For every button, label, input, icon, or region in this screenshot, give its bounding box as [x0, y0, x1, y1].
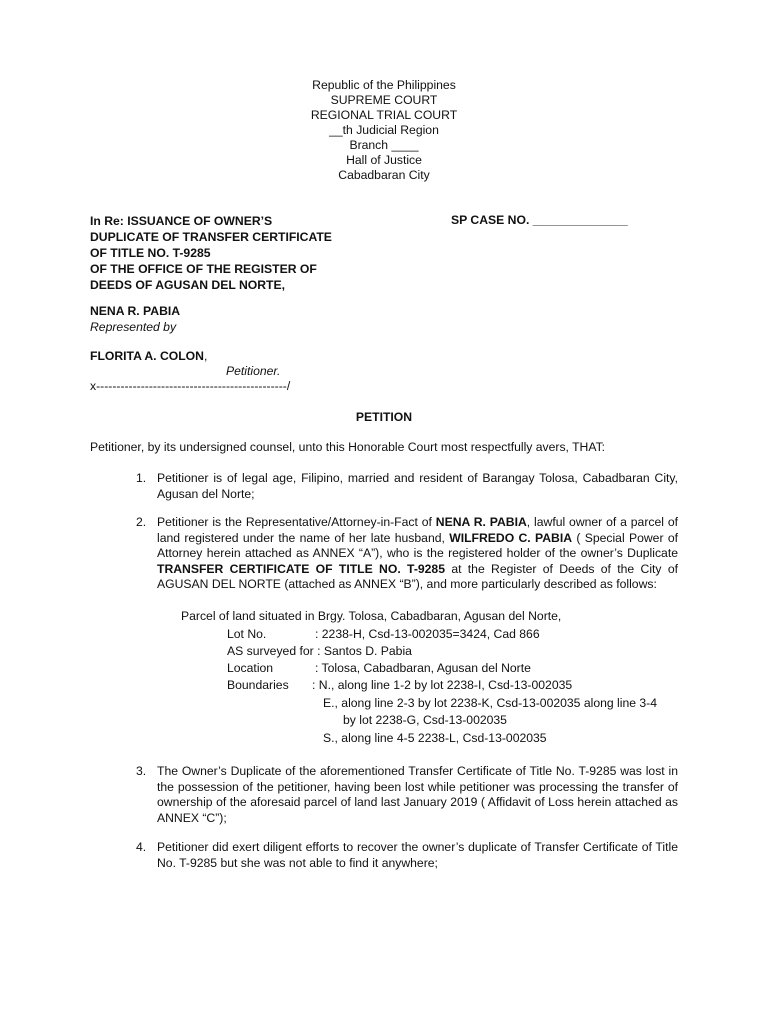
- paragraph-text: ( Special Power of Attorney herein attached as ANNEX “A”), who is the registered holder of the owner’s Duplicate: [157, 530, 678, 560]
- caption-line: DEEDS OF AGUSAN DEL NORTE,: [90, 278, 286, 292]
- location-label: Location: [227, 661, 274, 675]
- location-value: : Tolosa, Cabadbaran, Agusan del Norte: [315, 661, 531, 675]
- case-caption: [90, 213, 332, 293]
- land-intro: Parcel of land situated in Brgy. Tolosa, Cabadbaran, Agusan del Norte,: [181, 609, 562, 623]
- caption-line: OF THE OFFICE OF THE REGISTER OF: [90, 262, 317, 276]
- lot-value: : 2238-H, Csd-13-002035=3424, Cad 866: [315, 627, 540, 641]
- header-line-court: SUPREME COURT: [330, 93, 438, 107]
- header-line-city: Cabadbaran City: [338, 168, 430, 182]
- paragraph-text: , lawful owner of a parcel of land registered under the name of her late husband,: [157, 515, 678, 545]
- petitioner-comma: ,: [203, 349, 208, 363]
- case-number: SP CASE NO. ______________: [451, 213, 628, 227]
- owner-name-inline: NENA R. PABIA: [435, 515, 527, 529]
- boundaries-label: Boundaries: [227, 678, 289, 692]
- surveyed-line: AS surveyed for : Santos D. Pabia: [227, 644, 412, 658]
- document-title: PETITION: [355, 410, 413, 424]
- paragraph-text: Petitioner is the Representative/Attorney-in-Fact of: [157, 515, 436, 529]
- paragraph-text: at the Register of Deeds of the City of AGUSAN DEL NORTE (attached as ANNEX “B”), and more particularly described as follows:: [157, 561, 678, 591]
- tct-number-inline: TRANSFER CERTIFICATE OF TITLE NO. T-9285: [157, 561, 445, 576]
- boundary-east: E., along line 2-3 by lot 2238-K, Csd-13-002035 along line 3-4: [323, 696, 658, 710]
- husband-name-inline: WILFREDO C. PABIA: [449, 530, 573, 545]
- represented-by: Represented by: [90, 320, 177, 334]
- court-header: [0, 78, 768, 183]
- header-line-region: __th Judicial Region: [329, 123, 439, 137]
- paragraph-number: 3.: [136, 764, 147, 778]
- paragraph-1: Petitioner is of legal age, Filipino, married and resident of Barangay Tolosa, Cabadbaran City, Agusan del Norte;: [157, 471, 678, 501]
- header-line-branch: Branch ____: [349, 138, 419, 152]
- header-line-rtc: REGIONAL TRIAL COURT: [310, 108, 458, 122]
- owner-name: NENA R. PABIA: [90, 304, 181, 318]
- paragraph-number: 1.: [136, 471, 147, 485]
- boundary-north: : N., along line 1-2 by lot 2238-I, Csd-13-002035: [312, 678, 573, 692]
- paragraph-2: [157, 515, 678, 593]
- header-line-hall: Hall of Justice: [346, 153, 422, 167]
- caption-line: In Re: ISSUANCE OF OWNER’S: [90, 214, 273, 228]
- boundary-south: S., along line 4-5 2238-L, Csd-13-002035: [323, 731, 547, 745]
- caption-line: DUPLICATE OF TRANSFER CERTIFICATE: [90, 230, 332, 244]
- paragraph-4: Petitioner did exert diligent efforts to recover the owner’s duplicate of Transfer Certificate of Title No. T-9285 but she was not able to find it anywhere;: [157, 840, 678, 870]
- header-line-republic: Republic of the Philippines: [312, 78, 456, 92]
- lot-label: Lot No.: [227, 627, 267, 641]
- caption-separator: x-----------------------------------------------/: [90, 379, 291, 393]
- petitioner-line: [90, 349, 207, 364]
- paragraph-3: The Owner’s Duplicate of the aforementioned Transfer Certificate of Title No. T-9285 was lost in the possession of the petitioner, having been lost while petitioner was processing the transfer of ownership of the aforesaid parcel of land last January 2019 ( Affidavit of Loss herein attached as ANNEX “C”);: [157, 764, 678, 825]
- caption-line: OF TITLE NO. T-9285: [90, 246, 211, 260]
- paragraph-number: 4.: [136, 840, 147, 854]
- paragraph-number: 2.: [136, 515, 147, 529]
- boundary-east-cont: by lot 2238-G, Csd-13-002035: [343, 713, 507, 727]
- petitioner-name: FLORITA A. COLON: [90, 349, 204, 363]
- intro-paragraph: Petitioner, by its undersigned counsel, unto this Honorable Court most respectfully avers, THAT:: [90, 440, 606, 454]
- petitioner-label: Petitioner.: [226, 364, 281, 378]
